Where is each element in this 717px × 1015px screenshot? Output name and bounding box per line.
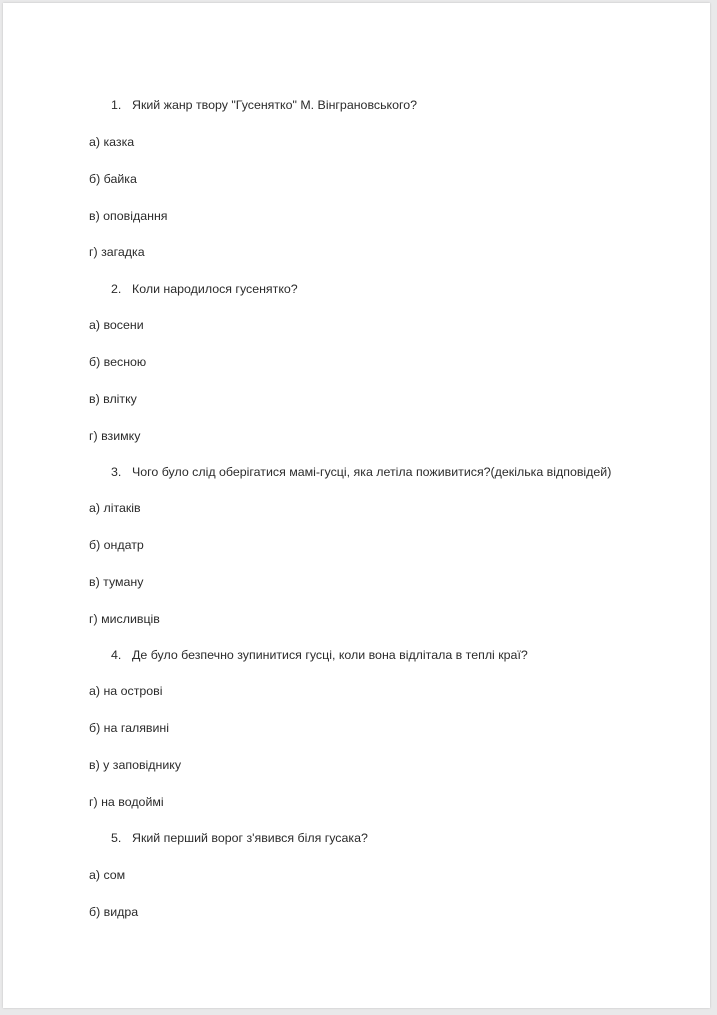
answer-option: б) весною (89, 355, 147, 369)
question-2 (111, 282, 298, 296)
answer-option: в) влітку (89, 392, 137, 406)
answer-option: в) туману (89, 575, 144, 589)
answer-option: а) казка (89, 135, 135, 149)
answer-option: б) байка (89, 172, 137, 186)
answer-option: г) мисливців (89, 612, 160, 626)
answer-option: в) оповідання (89, 209, 168, 223)
question-number: 3. (111, 465, 122, 479)
answer-option: в) у заповіднику (89, 758, 182, 772)
answer-option: г) загадка (89, 245, 145, 259)
question-number: 1. (111, 98, 122, 112)
question-3 (111, 465, 611, 479)
document-page (3, 3, 710, 1008)
question-1 (111, 98, 417, 112)
answer-option: а) літаків (89, 501, 141, 515)
answer-option: б) видра (89, 905, 139, 919)
answer-option: а) на острові (89, 684, 163, 698)
answer-option: а) восени (89, 318, 144, 332)
question-4 (111, 648, 528, 662)
question-number: 4. (111, 648, 122, 662)
answer-option: г) на водоймі (89, 795, 164, 809)
answer-option: б) ондатр (89, 538, 144, 552)
question-text: Який жанр твору "Гусенятко" М. Вінграновського? (132, 98, 418, 112)
answer-option: а) сом (89, 868, 126, 882)
question-text: Де було безпечно зупинитися гусці, коли вона відлітала в теплі краї? (132, 648, 528, 662)
answer-option: б) на галявині (89, 721, 170, 735)
question-number: 5. (111, 831, 122, 845)
question-number: 2. (111, 282, 122, 296)
answer-option: г) взимку (89, 429, 141, 443)
question-text: Який перший ворог з'явився біля гусака? (132, 831, 368, 845)
question-text: Коли народилося гусенятко? (132, 282, 298, 296)
question-text: Чого було слід оберігатися мамі-гусці, яка летіла поживитися?(декілька відповідей) (132, 465, 612, 479)
question-5 (111, 831, 368, 845)
